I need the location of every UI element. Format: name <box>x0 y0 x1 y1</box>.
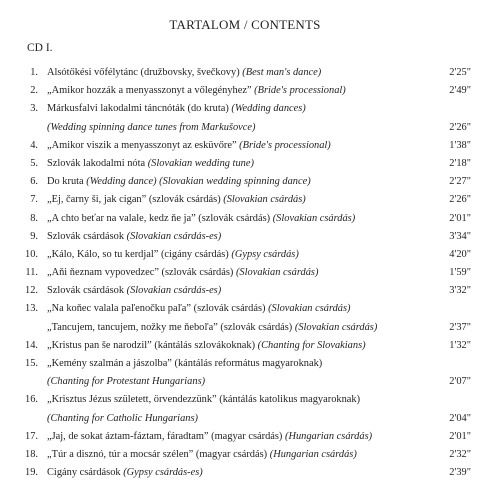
track-duration: 2'07" <box>449 376 471 388</box>
track-number: 12. <box>25 285 38 297</box>
track-title: „Túr a disznó, túr a mocsár szélen” (magyar csárdás) (Hungarian csárdás) <box>47 448 357 460</box>
track-title: Do kruta (Wedding dance) (Slovakian wedding spinning dance) <box>47 176 311 188</box>
track-duration: 4'20" <box>449 248 471 260</box>
track-title: „Na koňec valala paľenočku paľa” (szlovák csárdás) (Slovakian csárdás) <box>47 303 351 315</box>
track-row <box>0 428 490 446</box>
track-row <box>0 246 490 264</box>
track-row <box>0 191 490 209</box>
track-number: 14. <box>25 339 38 351</box>
track-title: (Chanting for Catholic Hungarians) <box>47 412 198 424</box>
track-row <box>0 210 490 228</box>
track-row <box>0 264 490 282</box>
track-title: „Ej, čarny ši, jak cigan” (szlovák csárdás) (Slovakian csárdás) <box>47 194 306 206</box>
track-number: 8. <box>30 212 38 224</box>
track-number: 11. <box>25 267 38 279</box>
track-row <box>0 410 490 428</box>
track-number: 15. <box>25 358 38 369</box>
track-title: „Jaj, de sokat áztam-fáztam, fáradtam” (magyar csárdás) (Hungarian csárdás) <box>47 430 373 442</box>
track-title: (Wedding spinning dance tunes from Markušovce) <box>47 121 256 133</box>
track-title: Cigány csárdások (Gypsy csárdás-es) <box>47 467 203 479</box>
track-row <box>0 300 490 318</box>
track-duration: 1'38" <box>449 139 471 151</box>
track-duration: 2'26" <box>449 121 471 133</box>
track-number: 6. <box>30 176 38 188</box>
track-number: 9. <box>30 230 38 242</box>
track-number: 3. <box>30 103 38 115</box>
track-number: 1. <box>30 67 38 78</box>
track-number: 18. <box>25 448 38 460</box>
track-title: Szlovák csárdások (Slovakian csárdás-es) <box>47 285 222 297</box>
track-title: „A chto beťar na valale, kedz ňe ja” (szlovák csárdás) (Slovakian csárdás) <box>47 212 356 224</box>
track-title: „Kemény szalmán a jászolba” (kántálás református magyaroknak) <box>47 358 323 369</box>
track-row <box>0 464 490 482</box>
track-duration: 2'49" <box>449 85 471 97</box>
track-row <box>0 319 490 337</box>
track-title: „Kálo, Kálo, so tu kerdjal” (cigány csárdás) (Gypsy csárdás) <box>47 248 299 260</box>
track-duration: 1'59" <box>449 267 471 279</box>
track-duration: 2'01" <box>449 430 471 442</box>
track-row <box>0 137 490 155</box>
page-title: TARTALOM / CONTENTS <box>169 17 321 32</box>
track-row <box>0 64 490 82</box>
track-number: 13. <box>25 303 38 315</box>
track-number: 19. <box>25 467 38 479</box>
track-duration: 2'04" <box>449 412 471 424</box>
track-row <box>0 373 490 391</box>
track-duration: 2'32" <box>449 448 471 460</box>
track-title: „Aňi ňeznam vypovedzec” (szlovák csárdás) (Slovakian csárdás) <box>47 267 319 279</box>
track-row <box>0 282 490 300</box>
track-number: 7. <box>30 194 38 206</box>
track-row <box>0 155 490 173</box>
track-title: „Amikor hozzák a menyasszonyt a vőlegényhez” (Bride's processional) <box>47 85 346 97</box>
track-title: Szlovák csárdások (Slovakian csárdás-es) <box>47 230 222 242</box>
track-list <box>0 64 490 482</box>
disc-label: CD I. <box>27 42 53 54</box>
track-title: „Krisztus Jézus született, örvendezzünk” (kántálás katolikus magyaroknak) <box>47 394 361 406</box>
track-row <box>0 100 490 118</box>
track-duration: 2'25" <box>449 67 471 78</box>
track-title: Alsótőkési vőfélytánc (družbovsky, švečkovy) (Best man's dance) <box>47 67 322 78</box>
track-row <box>0 355 490 373</box>
track-row <box>0 228 490 246</box>
track-number: 2. <box>30 85 38 97</box>
track-duration: 2'27" <box>449 176 471 188</box>
track-duration: 2'26" <box>449 194 471 206</box>
track-number: 16. <box>25 394 38 406</box>
track-title: „Amikor viszik a menyasszonyt az esküvőre” (Bride's processional) <box>47 139 331 151</box>
track-duration: 3'32" <box>449 285 471 297</box>
track-row <box>0 82 490 100</box>
track-duration: 2'18" <box>449 157 471 169</box>
track-duration: 3'34" <box>449 230 471 242</box>
track-title: „Tancujem, tancujem, nožky me ňeboľa” (szlovák csárdás) (Slovakian csárdás) <box>47 321 378 333</box>
track-number: 5. <box>30 157 38 169</box>
track-row <box>0 119 490 137</box>
track-duration: 2'37" <box>449 321 471 333</box>
track-row <box>0 391 490 409</box>
track-number: 17. <box>25 430 38 442</box>
track-row <box>0 173 490 191</box>
track-number: 4. <box>30 139 38 151</box>
track-duration: 2'01" <box>449 212 471 224</box>
track-duration: 2'39" <box>449 467 471 479</box>
track-title: Szlovák lakodalmi nóta (Slovakian wedding tune) <box>47 157 254 169</box>
track-row <box>0 446 490 464</box>
track-title: (Chanting for Protestant Hungarians) <box>47 376 206 388</box>
track-title: „Kristus pan še narodzil” (kántálás szlovákoknak) (Chanting for Slovakians) <box>47 339 366 351</box>
track-duration: 1'32" <box>449 339 471 351</box>
track-row <box>0 337 490 355</box>
track-title: Márkusfalvi lakodalmi táncnóták (do kruta) (Wedding dances) <box>47 103 306 115</box>
track-number: 10. <box>25 248 38 260</box>
